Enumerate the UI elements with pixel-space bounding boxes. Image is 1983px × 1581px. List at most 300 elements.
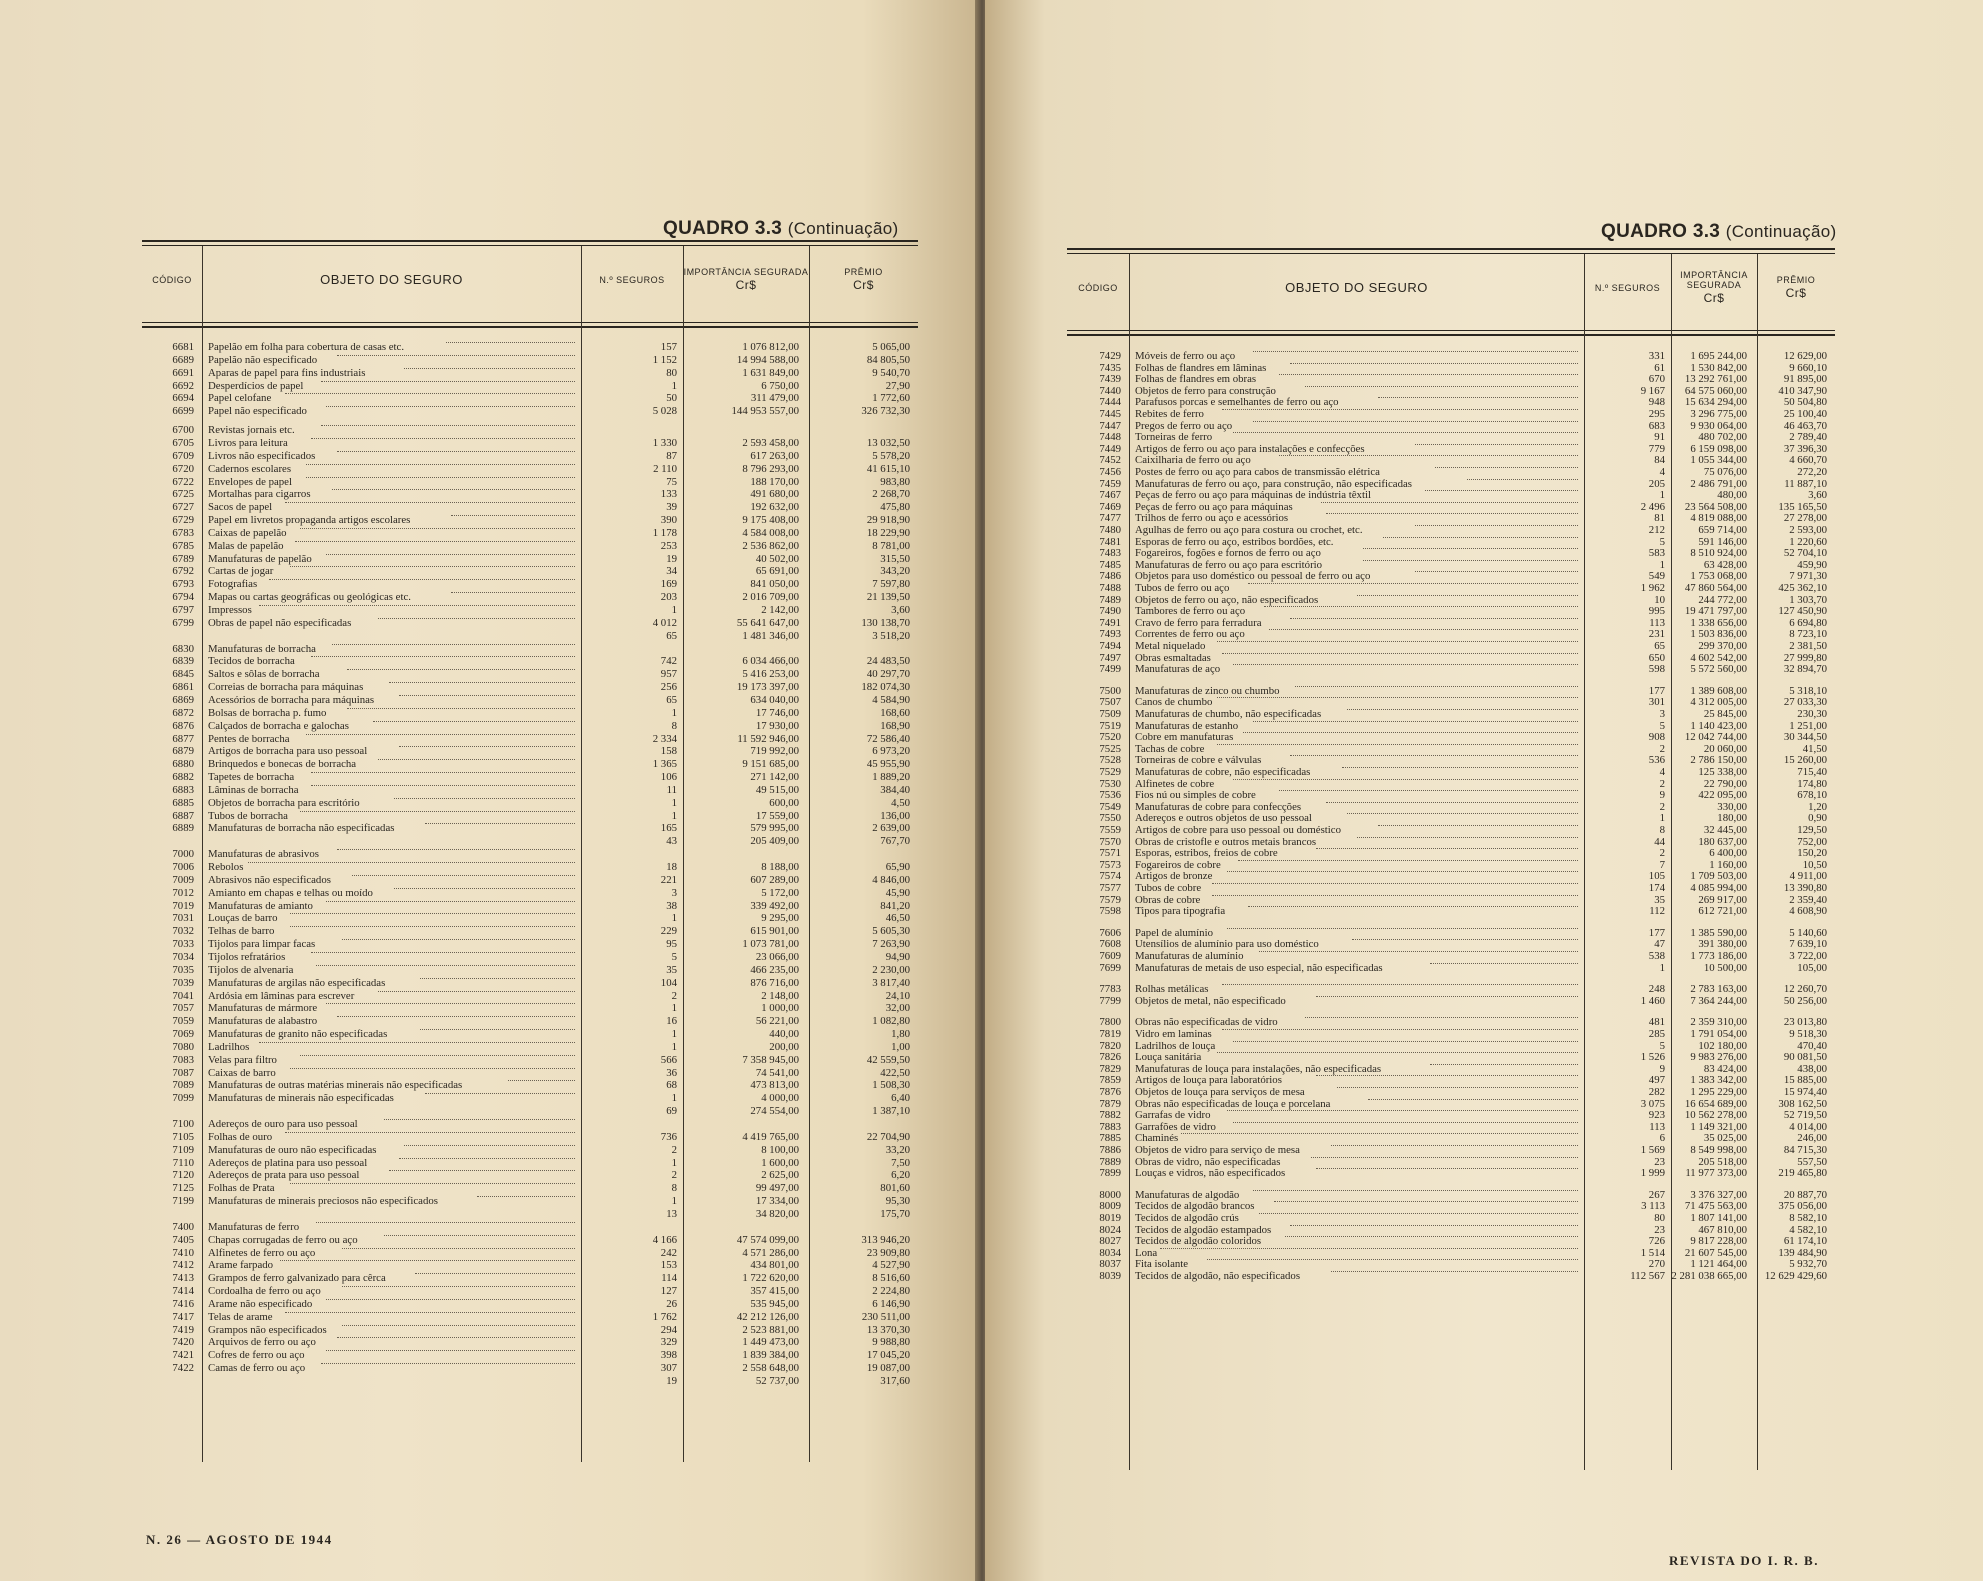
row-object: Manufaturas de papelão (208, 552, 312, 565)
row-leader-dots (1383, 536, 1578, 538)
row-code: 7421 (172, 1349, 194, 1362)
row-amount: 42 212 126,00 (736, 1310, 799, 1323)
row-premium: 8 516,60 (872, 1272, 910, 1285)
row-premium: 1 772,60 (872, 392, 910, 405)
row-code: 7876 (1099, 1086, 1121, 1098)
table-row (142, 354, 918, 366)
row-count: 248 (1648, 983, 1665, 996)
row-amount: 4 312 005,00 (1690, 696, 1747, 709)
row-code: 6681 (172, 341, 194, 353)
row-leader-dots (342, 1285, 575, 1287)
row-premium: 308 162,50 (1778, 1097, 1827, 1110)
row-code: 7500 (1099, 684, 1121, 697)
row-code: 7829 (1099, 1062, 1121, 1075)
row-leader-dots (347, 668, 575, 670)
row-amount: 2 142,00 (761, 604, 799, 616)
row-code: 7889 (1099, 1155, 1121, 1168)
row-count: 38 (666, 899, 677, 912)
table-row (142, 758, 918, 770)
row-premium: 9 660,10 (1789, 361, 1827, 374)
right-table (1067, 248, 1835, 1470)
row-leader-dots (321, 380, 575, 382)
row-object: Peças de ferro ou aço para máquinas (1135, 500, 1293, 513)
right-page (985, 0, 1983, 1581)
table-row (142, 874, 918, 886)
row-count: 106 (660, 771, 677, 784)
row-count: 331 (1648, 350, 1665, 362)
row-object: Manufaturas de borracha (208, 642, 316, 655)
row-code: 7405 (172, 1233, 194, 1246)
row-object: Manufaturas de outras matérias minerais não especificadas (208, 1079, 463, 1092)
table-row (142, 720, 918, 732)
row-count: 4 (1659, 766, 1665, 778)
table-row (1067, 1051, 1835, 1063)
row-code: 6872 (172, 706, 194, 719)
row-code: 7033 (172, 938, 194, 951)
row-code: 7019 (172, 899, 194, 912)
table-row (142, 784, 918, 796)
row-count: 301 (1648, 696, 1665, 709)
row-premium: 752,00 (1797, 835, 1827, 848)
row-count: 5 (1659, 719, 1665, 732)
row-amount: 12 042 744,00 (1684, 731, 1747, 744)
row-leader-dots (1368, 1098, 1578, 1100)
row-premium: 1,00 (891, 1040, 910, 1053)
row-code: 7059 (172, 1015, 194, 1028)
table-row (1067, 1016, 1835, 1028)
row-amount: 1 073 781,00 (742, 938, 799, 951)
row-count: 2 334 (652, 732, 677, 745)
row-count: 11 (666, 783, 677, 796)
row-object: Manufaturas de chumbo, não especificadas (1135, 708, 1322, 720)
row-code: 6882 (172, 771, 194, 784)
row-object: Vidro em laminas (1135, 1028, 1212, 1040)
row-premium: 182 074,30 (861, 681, 910, 694)
row-leader-dots (477, 1195, 575, 1197)
table-row (142, 488, 918, 500)
row-count: 8 (1659, 824, 1665, 836)
row-code: 7083 (172, 1053, 194, 1066)
row-leader-dots (300, 527, 575, 529)
row-premium: 9 988,80 (872, 1336, 910, 1349)
row-object: Tambores de ferro ou aço (1135, 605, 1246, 618)
row-code: 8009 (1099, 1200, 1121, 1213)
row-object: Postes de ferro ou aço para cabos de transmissão elétrica (1135, 466, 1380, 478)
table-row (1067, 847, 1835, 859)
row-code: 6861 (172, 681, 194, 694)
table-row (1067, 373, 1835, 385)
row-count: 2 (1659, 742, 1665, 755)
row-amount: 16 654 689,00 (1684, 1097, 1747, 1110)
row-premium: 45,90 (885, 886, 910, 899)
row-amount: 2 783 163,00 (1690, 983, 1747, 996)
row-leader-dots (378, 758, 575, 760)
table-row (142, 1362, 918, 1374)
row-count: 1 (671, 1092, 677, 1105)
row-leader-dots (508, 1079, 575, 1081)
row-code: 7087 (172, 1066, 194, 1079)
row-leader-dots (378, 617, 575, 619)
row-premium: 4 911,00 (1789, 870, 1827, 883)
table-row (142, 964, 918, 976)
row-count: 1 (671, 1040, 677, 1053)
row-code: 7886 (1099, 1144, 1121, 1156)
row-leader-dots (347, 707, 575, 709)
row-amount: 9 983 276,00 (1690, 1051, 1747, 1064)
row-count: 5 (1659, 1039, 1665, 1052)
row-amount: 5 172,00 (761, 886, 799, 899)
row-amount: 659 714,00 (1698, 524, 1747, 536)
row-code: 6694 (172, 392, 194, 405)
table-row (142, 392, 918, 404)
row-count: 726 (1648, 1235, 1665, 1248)
row-leader-dots (1430, 1063, 1578, 1065)
row-code: 7199 (172, 1195, 194, 1208)
row-object: Artigos de cobre para uso pessoal ou doméstico (1135, 824, 1341, 836)
table-row (142, 1324, 918, 1336)
left-title-main: QUADRO 3.3 (663, 218, 783, 239)
row-leader-dots (1316, 995, 1578, 997)
header-premium (809, 248, 918, 312)
row-object: Tipos para tipografia (1135, 905, 1226, 918)
row-amount: 1 000,00 (761, 1002, 799, 1015)
row-count: 2 (1659, 777, 1665, 790)
table-row (1067, 663, 1835, 675)
row-object: Rebolos (208, 861, 244, 873)
row-count: 538 (1648, 950, 1665, 962)
row-amount: 5 572 560,00 (1690, 663, 1747, 676)
row-code: 7606 (1099, 926, 1121, 939)
row-leader-dots (1378, 396, 1578, 398)
row-count: 2 (671, 1169, 677, 1182)
row-code: 7820 (1099, 1039, 1121, 1052)
row-amount: 2 148,00 (761, 989, 799, 1002)
row-count: 8 (671, 1182, 677, 1195)
row-count: 65 (1654, 640, 1665, 652)
row-leader-dots (399, 745, 575, 747)
row-code: 7799 (1099, 994, 1121, 1007)
row-count: 47 (1654, 938, 1665, 951)
row-amount: 1 481 346,00 (742, 629, 799, 642)
row-amount: 180 637,00 (1698, 835, 1747, 848)
row-premium: 24,10 (885, 989, 910, 1002)
row-object: Aparas de papel para fins industriais (208, 366, 366, 379)
row-code: 7491 (1099, 616, 1121, 629)
row-premium: 272,20 (1797, 466, 1827, 478)
row-count: 113 (1649, 1120, 1665, 1133)
row-premium: 4 608,90 (1789, 905, 1827, 918)
row-premium: 7 639,10 (1789, 938, 1827, 951)
table-row (1067, 1270, 1835, 1282)
header-bottom-rule-thick (1067, 334, 1835, 336)
table-row (1067, 1144, 1835, 1156)
row-count: 1 526 (1640, 1051, 1665, 1064)
row-code: 6792 (172, 565, 194, 578)
row-count: 1 460 (1640, 994, 1665, 1007)
row-leader-dots (306, 463, 575, 465)
table-row (142, 1092, 918, 1104)
table-row (142, 450, 918, 462)
right-title-suffix: (Continuação) (1725, 222, 1837, 241)
row-object: Torneiras de ferro (1135, 431, 1213, 444)
row-premium: 5 605,30 (872, 925, 910, 938)
row-count: 157 (660, 341, 677, 353)
table-row (1067, 362, 1835, 374)
row-amount: 422 095,00 (1698, 789, 1747, 802)
row-object: Tubos de borracha (208, 809, 288, 822)
header-amount (683, 248, 809, 312)
row-premium: 1 220,60 (1789, 535, 1827, 548)
row-object: Objetos de ferro ou aço, não especificados (1135, 593, 1319, 606)
row-amount: 311 479,00 (750, 392, 799, 405)
header-bottom-rule (1067, 330, 1835, 331)
row-amount: 8 549 998,00 (1690, 1144, 1747, 1156)
row-count: 165 (660, 822, 677, 835)
row-count: 1 (671, 379, 677, 392)
row-premium: 139 484,90 (1778, 1246, 1827, 1259)
row-premium: 5 318,10 (1789, 684, 1827, 697)
row-code: 7525 (1099, 742, 1121, 755)
row-leader-dots (1264, 605, 1578, 607)
row-amount: 10 562 278,00 (1684, 1109, 1747, 1122)
row-code: 7573 (1099, 858, 1121, 871)
row-premium: 45 955,90 (866, 758, 910, 771)
row-object: Obras de vidro, não especificadas (1135, 1155, 1281, 1168)
table-row (142, 437, 918, 449)
row-premium: 32,00 (885, 1002, 910, 1015)
row-code: 6839 (172, 655, 194, 668)
row-object: Tubos de cobre (1135, 882, 1202, 894)
row-count: 5 (671, 950, 677, 963)
table-row (1067, 995, 1835, 1007)
table-row (1067, 789, 1835, 801)
row-premium: 40 297,70 (866, 668, 910, 681)
row-leader-dots (1290, 754, 1578, 756)
table-row (142, 681, 918, 693)
row-code: 7879 (1099, 1097, 1121, 1110)
row-leader-dots (321, 424, 575, 426)
row-premium: 19 087,00 (866, 1362, 910, 1375)
row-count: 127 (660, 1285, 677, 1298)
row-premium: 15 260,00 (1783, 754, 1827, 767)
row-premium: 168,60 (880, 706, 910, 719)
row-premium: 557,50 (1797, 1155, 1827, 1168)
row-count: 294 (660, 1323, 677, 1336)
header-premium-label: PRÊMIO (1776, 274, 1816, 285)
row-leader-dots (1425, 489, 1578, 491)
row-amount: 1 722 620,00 (742, 1272, 799, 1285)
table-row (1067, 582, 1835, 594)
row-count: 1 365 (652, 758, 677, 771)
row-premium: 23 013,80 (1783, 1016, 1827, 1029)
row-code: 6689 (172, 353, 194, 366)
row-code: 7486 (1099, 570, 1121, 583)
row-leader-dots (1279, 789, 1578, 791)
row-leader-dots (1217, 640, 1578, 642)
table-row (1067, 938, 1835, 950)
row-leader-dots (1259, 950, 1578, 952)
table-row (142, 951, 918, 963)
row-amount: 7 358 945,00 (742, 1053, 799, 1066)
row-code: 7034 (172, 950, 194, 963)
row-premium: 50 504,80 (1783, 396, 1827, 409)
row-code: 7039 (172, 976, 194, 989)
row-premium: 6 694,80 (1789, 616, 1827, 629)
row-amount: 480,00 (1717, 489, 1747, 502)
row-leader-dots (1233, 663, 1578, 665)
row-count: 3 (1659, 708, 1665, 720)
row-premium: 2 359,40 (1789, 893, 1827, 906)
header-amount-unit: Cr$ (735, 278, 757, 293)
row-count: 177 (1648, 684, 1665, 697)
table-row (142, 977, 918, 989)
row-count: 1 152 (652, 353, 677, 366)
row-count: 2 (671, 1143, 677, 1156)
row-amount: 1 076 812,00 (742, 341, 799, 353)
row-code: 7509 (1099, 708, 1121, 720)
row-leader-dots (1233, 431, 1578, 433)
row-leader-dots (1352, 938, 1578, 940)
row-code: 7089 (172, 1079, 194, 1092)
row-premium: 91 895,00 (1783, 373, 1827, 386)
table-header (142, 248, 918, 312)
row-code: 7469 (1099, 500, 1121, 513)
row-object: Caixas de papelão (208, 526, 287, 539)
row-code: 7826 (1099, 1051, 1121, 1064)
row-leader-dots (311, 655, 575, 657)
row-object: Grampos de ferro galvanizado para cêrca (208, 1272, 386, 1285)
row-count: 5 028 (652, 405, 677, 418)
row-object: Manufaturas de cobre para confecções (1135, 800, 1302, 813)
row-code: 7800 (1099, 1016, 1121, 1029)
row-amount: 2 593 458,00 (742, 436, 799, 449)
row-object: Lona (1135, 1246, 1158, 1259)
row-premium: 10,50 (1802, 858, 1827, 871)
row-object: Cravo de ferro para ferradura (1135, 616, 1262, 629)
row-premium: 27 999,80 (1783, 651, 1827, 664)
row-premium: 1 303,70 (1789, 593, 1827, 606)
row-amount: 615 901,00 (750, 925, 799, 938)
row-leader-dots (342, 938, 575, 940)
row-amount: 535 945,00 (750, 1297, 799, 1310)
row-amount: 467 810,00 (1698, 1223, 1747, 1236)
row-premium: 174,80 (1797, 777, 1827, 790)
table-row (142, 1118, 918, 1130)
row-premium: 343,20 (880, 565, 910, 578)
row-leader-dots (1248, 905, 1578, 907)
table-row (1067, 489, 1835, 501)
row-object: Cordoalha de ferro ou aço (208, 1285, 321, 1298)
row-object: Tecidos de algodão estampados (1135, 1223, 1272, 1236)
row-count: 1 569 (1640, 1144, 1665, 1156)
row-premium: 841,20 (880, 899, 910, 912)
row-count: 307 (660, 1362, 677, 1375)
row-amount: 17 930,00 (755, 719, 799, 732)
row-count: 4 (1659, 466, 1665, 478)
row-leader-dots (1285, 1235, 1578, 1237)
table-row (142, 341, 918, 353)
row-leader-dots (342, 1247, 575, 1249)
row-count: 497 (1648, 1074, 1665, 1087)
row-count: 329 (660, 1336, 677, 1349)
row-leader-dots (1305, 385, 1578, 387)
row-code: 7417 (172, 1310, 194, 1323)
table-top-rule-thin (1067, 253, 1835, 254)
row-object: Adereços de platina para uso pessoal (208, 1156, 368, 1169)
row-premium: 11 887,10 (1784, 477, 1827, 490)
row-code: 7000 (172, 848, 194, 861)
row-count: 1 (671, 1156, 677, 1169)
row-leader-dots (280, 1259, 575, 1261)
row-premium: 84 715,30 (1783, 1144, 1827, 1156)
row-object: Artigos de borracha para uso pessoal (208, 745, 368, 758)
row-object: Caixilharia de ferro ou aço (1135, 454, 1251, 467)
row-code: 7440 (1099, 384, 1121, 397)
row-amount: 2 486 791,00 (1690, 477, 1747, 490)
row-leader-dots (1290, 362, 1578, 364)
row-premium: 22 704,90 (866, 1130, 910, 1143)
row-leader-dots (1222, 983, 1578, 985)
row-code: 7579 (1099, 893, 1121, 906)
row-object: Manufaturas de metais de uso especial, não especificadas (1135, 961, 1383, 974)
row-premium: 15 974,40 (1783, 1086, 1827, 1098)
row-object: Manufaturas de louça para instalações, não especificadas (1135, 1062, 1382, 1075)
row-code: 7490 (1099, 605, 1121, 618)
table-row (1067, 1235, 1835, 1247)
row-premium: 20 887,70 (1783, 1188, 1827, 1201)
row-premium: 4 846,00 (872, 873, 910, 886)
row-object: Livros para leitura (208, 436, 288, 449)
row-code: 7530 (1099, 777, 1121, 790)
header-amount (1671, 256, 1757, 320)
row-leader-dots (1435, 466, 1578, 468)
row-count: 3 (671, 886, 677, 899)
row-object: Manufaturas de amianto (208, 899, 313, 912)
row-premium: 33,20 (885, 1143, 910, 1156)
header-code-label: CÓDIGO (152, 274, 192, 285)
row-code: 7099 (172, 1092, 194, 1105)
row-amount: 8 100,00 (761, 1143, 799, 1156)
row-leader-dots (1347, 812, 1578, 814)
row-premium: 375 056,00 (1778, 1200, 1827, 1213)
row-leader-dots (1357, 836, 1578, 838)
table-row (1067, 754, 1835, 766)
row-premium: 136,00 (880, 809, 910, 822)
table-row (1067, 1074, 1835, 1086)
row-amount: 1 389 608,00 (1690, 684, 1747, 697)
row-code: 6845 (172, 668, 194, 681)
row-object: Rolhas metálicas (1135, 983, 1209, 996)
row-code: 7057 (172, 1002, 194, 1015)
row-count: 2 496 (1640, 500, 1665, 513)
row-code: 6729 (172, 514, 194, 527)
row-premium: 2 224,80 (872, 1285, 910, 1298)
row-premium: 3,60 (1808, 489, 1827, 502)
table-row (1067, 1247, 1835, 1259)
table-row (142, 514, 918, 526)
table-row (142, 745, 918, 757)
row-object: Fios nú ou simples de cobre (1135, 789, 1256, 802)
row-object: Amianto em chapas e telhas ou moído (208, 886, 373, 899)
table-row (142, 527, 918, 539)
row-object: Tijolos de alvenaria (208, 963, 294, 976)
row-object: Esporas, estribos, freios de cobre (1135, 847, 1278, 860)
table-row (1067, 1258, 1835, 1270)
table-row (1067, 594, 1835, 606)
row-object: Tapetes de borracha (208, 771, 295, 784)
row-count: 481 (1648, 1016, 1665, 1029)
row-leader-dots (1217, 696, 1578, 698)
